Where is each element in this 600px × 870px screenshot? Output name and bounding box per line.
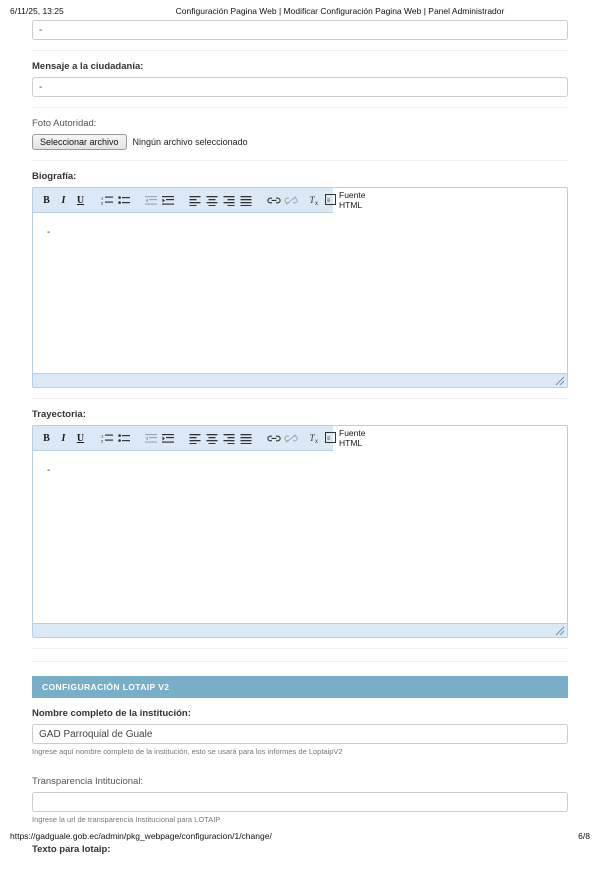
svg-text:1: 1 — [101, 195, 104, 200]
decrease-indent-icon[interactable] — [143, 192, 160, 208]
numbered-list-icon[interactable] — [99, 192, 116, 208]
trayectoria-editor-footer — [33, 623, 567, 637]
field-mensaje-ciudadania — [32, 61, 568, 108]
align-right-icon[interactable] — [221, 430, 238, 446]
source-button[interactable] — [323, 428, 370, 448]
trayectoria-label: Trayectoria: — [32, 409, 86, 420]
transparencia-label: Transparencia Intitucional: — [32, 776, 144, 787]
text-style-group — [38, 430, 89, 446]
svg-text:1: 1 — [101, 433, 104, 438]
nombre-institucion-label: Nombre completo de la institución: — [32, 708, 191, 719]
print-header-date: 6/11/25, 13:25 — [10, 6, 64, 16]
field-trayectoria — [32, 409, 568, 649]
remove-format-icon[interactable] — [309, 430, 323, 446]
trayectoria-editor-body[interactable]: - — [33, 451, 567, 623]
nombre-institucion-help: Ingrese aquí nombre completo de la institución, esto se usará para los informes de LoptaipV2 — [32, 747, 343, 756]
print-footer — [0, 825, 600, 849]
transparencia-input[interactable] — [32, 792, 568, 812]
svg-text:x: x — [315, 201, 318, 206]
nombre-institucion-input[interactable] — [32, 724, 568, 744]
align-group — [187, 430, 255, 446]
biografia-editor — [32, 187, 568, 388]
foto-autoridad-label: Foto Autoridad: — [32, 118, 97, 129]
align-left-icon[interactable] — [187, 430, 204, 446]
align-justify-icon[interactable] — [238, 192, 255, 208]
bulleted-list-icon[interactable] — [116, 430, 133, 446]
bold-icon[interactable]: B — [43, 432, 50, 444]
print-footer-url: https://gadguale.gob.ec/admin/pkg_webpage/configuracion/1/change/ — [10, 831, 272, 841]
mensaje-label: Mensaje a la ciudadanía: — [32, 61, 144, 72]
link-icon[interactable] — [265, 430, 282, 446]
file-input-row — [32, 134, 568, 150]
trayectoria-editor — [32, 425, 568, 638]
svg-text:T: T — [309, 433, 315, 443]
italic-icon[interactable]: I — [61, 432, 66, 444]
list-group — [99, 192, 133, 208]
increase-indent-icon[interactable] — [160, 192, 177, 208]
svg-text:2: 2 — [101, 200, 104, 205]
decrease-indent-icon[interactable] — [143, 430, 160, 446]
format-group — [309, 428, 370, 448]
align-justify-icon[interactable] — [238, 430, 255, 446]
seleccionar-archivo-button[interactable]: Seleccionar archivo — [32, 134, 127, 150]
bold-icon[interactable]: B — [43, 194, 50, 206]
print-header — [0, 0, 600, 20]
indent-group — [143, 192, 177, 208]
underline-icon[interactable]: U — [76, 194, 85, 206]
svg-text:≡: ≡ — [326, 197, 331, 204]
bulleted-list-icon[interactable] — [116, 192, 133, 208]
field-nombre-institucion — [32, 708, 568, 766]
source-icon — [325, 432, 336, 445]
align-left-icon[interactable] — [187, 192, 204, 208]
numbered-list-icon[interactable] — [99, 430, 116, 446]
field-top-input — [32, 20, 568, 51]
biografia-editor-footer — [33, 373, 567, 387]
print-header-title: Configuración Pagina Web | Modificar Configuración Pagina Web | Panel Administrador — [175, 6, 505, 16]
svg-text:≡: ≡ — [326, 435, 331, 442]
source-label: Fuente HTML — [339, 190, 366, 210]
resize-grip-icon[interactable] — [555, 626, 565, 636]
align-center-icon[interactable] — [204, 192, 221, 208]
print-footer-page: 6/8 — [578, 831, 590, 841]
field-foto-autoridad — [32, 118, 568, 161]
top-input[interactable] — [32, 20, 568, 40]
file-status-text: Ningún archivo seleccionado — [132, 137, 248, 147]
biografia-label: Biografía: — [32, 171, 77, 182]
align-group — [187, 192, 255, 208]
underline-icon[interactable]: U — [76, 432, 85, 444]
text-style-group — [38, 192, 89, 208]
biografia-editor-body[interactable]: - — [33, 213, 567, 373]
transparencia-help: Ingrese la url de transparencia Institucional para LOTAIP — [32, 815, 221, 824]
align-center-icon[interactable] — [204, 430, 221, 446]
source-label: Fuente HTML — [339, 428, 366, 448]
form-content — [0, 20, 600, 870]
link-group — [265, 192, 299, 208]
source-button[interactable] — [323, 190, 370, 210]
texto-lotaip-label: Texto para lotaip: — [32, 844, 111, 855]
remove-format-icon[interactable] — [309, 192, 323, 208]
list-group — [99, 430, 133, 446]
unlink-icon[interactable] — [282, 192, 299, 208]
resize-grip-icon[interactable] — [555, 376, 565, 386]
unlink-icon[interactable] — [282, 430, 299, 446]
svg-text:T: T — [309, 195, 315, 205]
link-group — [265, 430, 299, 446]
italic-icon[interactable]: I — [61, 194, 66, 206]
lotaip-section-banner: CONFIGURACIÓN LOTAIP V2 — [32, 676, 568, 698]
source-icon — [325, 194, 336, 207]
field-biografia — [32, 171, 568, 399]
format-group — [309, 190, 370, 210]
align-right-icon[interactable] — [221, 192, 238, 208]
biografia-editor-toolbar — [33, 188, 366, 213]
increase-indent-icon[interactable] — [160, 430, 177, 446]
link-icon[interactable] — [265, 192, 282, 208]
svg-text:2: 2 — [101, 438, 104, 443]
svg-text:x: x — [315, 439, 318, 444]
mensaje-input[interactable] — [32, 77, 568, 97]
trayectoria-editor-toolbar — [33, 426, 366, 451]
indent-group — [143, 430, 177, 446]
